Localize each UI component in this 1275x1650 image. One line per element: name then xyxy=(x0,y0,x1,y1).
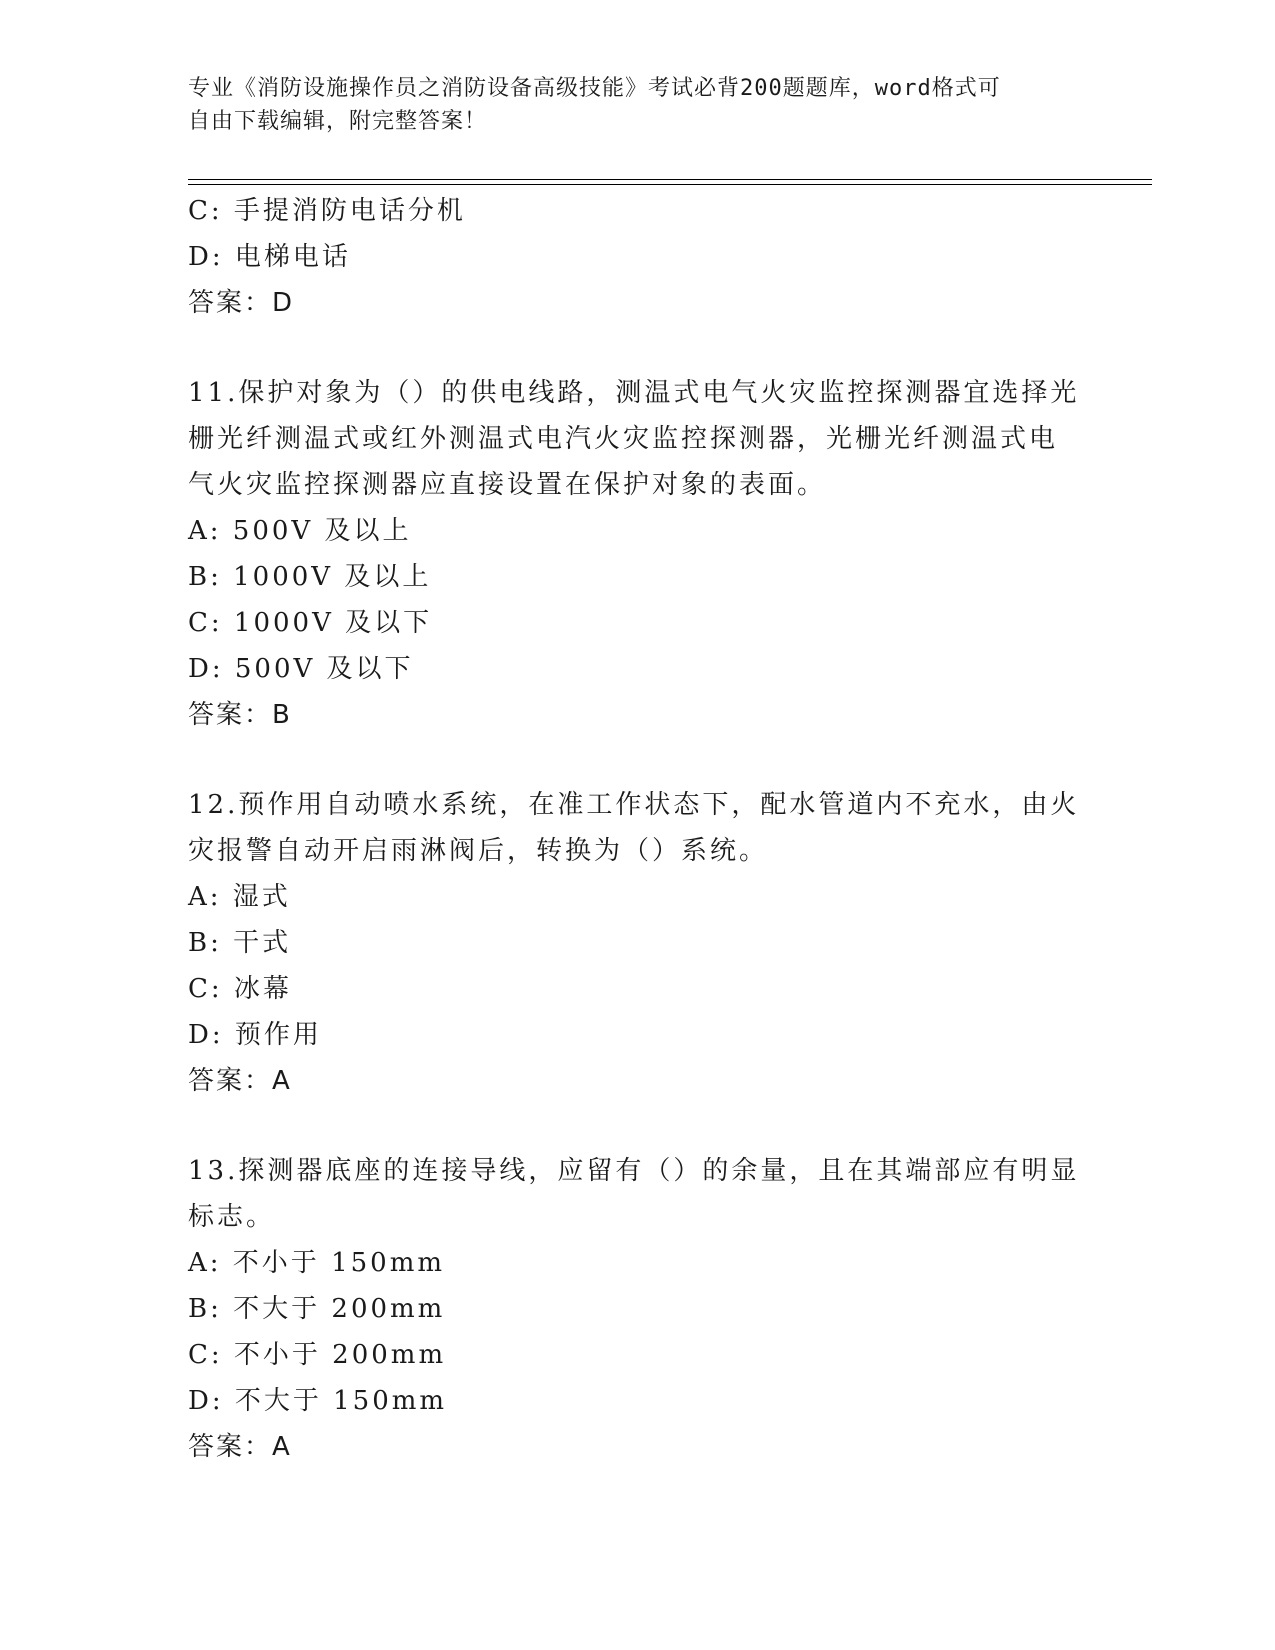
option-b: B: 不大于 200mm xyxy=(188,1294,446,1324)
answer-line: 答案：B xyxy=(188,700,292,730)
option-c: C: 1000V 及以下 xyxy=(188,608,433,638)
option-d: D: 电梯电话 xyxy=(188,242,351,272)
option-c: C: 手提消防电话分机 xyxy=(188,196,466,226)
question-11 xyxy=(188,370,1088,738)
option-c: C: 不小于 200mm xyxy=(188,1340,447,1370)
option-b: B: 1000V 及以上 xyxy=(188,562,432,592)
question-stem: 栅光纤测温式或红外测温式电汽火灾监控探测器，光栅光纤测温式电 xyxy=(188,424,1059,454)
question-12 xyxy=(188,782,1088,1104)
option-c: C: 冰幕 xyxy=(188,974,292,1004)
option-d: D: 不大于 150mm xyxy=(188,1386,448,1416)
document-header xyxy=(188,72,1068,138)
answer-line: 答案：A xyxy=(188,1432,292,1462)
header-line-2: 自由下载编辑，附完整答案！ xyxy=(188,109,488,134)
question-stem: 灾报警自动开启雨淋阀后，转换为（）系统。 xyxy=(188,836,769,866)
header-line-1: 专业《消防设施操作员之消防设备高级技能》考试必背200题题库，word格式可 xyxy=(188,76,1001,101)
header-divider-top xyxy=(188,179,1152,180)
header-divider-bottom xyxy=(188,184,1152,185)
question-stem: 12.预作用自动喷水系统，在准工作状态下，配水管道内不充水，由火 xyxy=(188,790,1080,820)
option-a: A: 500V 及以上 xyxy=(188,516,412,546)
answer-line: 答案：A xyxy=(188,1066,292,1096)
question-stem: 标志。 xyxy=(188,1202,276,1232)
question-stem: 13.探测器底座的连接导线，应留有（）的余量，且在其端部应有明显 xyxy=(188,1156,1080,1186)
option-a: A: 不小于 150mm xyxy=(188,1248,446,1278)
option-b: B: 干式 xyxy=(188,928,292,958)
answer-line: 答案：D xyxy=(188,288,295,318)
question-stem: 气火灾监控探测器应直接设置在保护对象的表面。 xyxy=(188,470,827,500)
option-a: A: 湿式 xyxy=(188,882,291,912)
question-stem: 11.保护对象为（）的供电线路，测温式电气火灾监控探测器宜选择光 xyxy=(188,378,1080,408)
option-d: D: 预作用 xyxy=(188,1020,322,1050)
continued-question xyxy=(188,188,1088,326)
question-content xyxy=(188,188,1088,1470)
question-13 xyxy=(188,1148,1088,1470)
option-d: D: 500V 及以下 xyxy=(188,654,414,684)
